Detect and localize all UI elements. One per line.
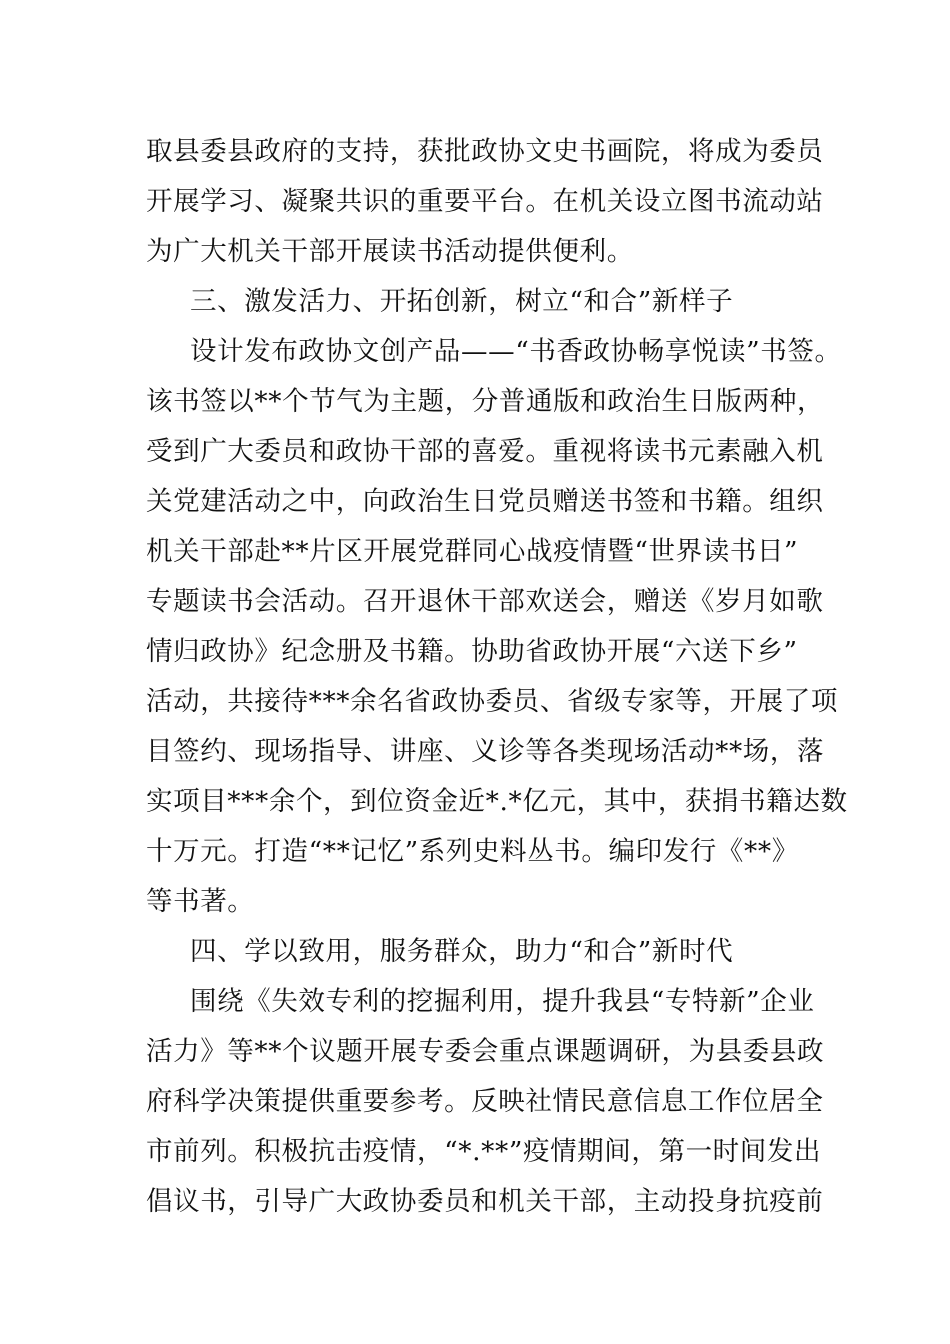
text-line: 该书签以**个节气为主题，分普通版和政治生日版两种， <box>146 386 825 417</box>
section-heading: 四、学以致用，服务群众，助力“和合”新时代 <box>190 936 734 967</box>
text-line: 活力》等**个议题开展专委会重点课题调研，为县委县政 <box>146 1036 825 1067</box>
text-line: 取县委县政府的支持，获批政协文史书画院，将成为委员 <box>146 136 824 167</box>
text-line: 为广大机关干部开展读书活动提供便利。 <box>146 236 634 267</box>
text-line: 围绕《失效专利的挖掘利用，提升我县“专特新”企业 <box>190 986 815 1017</box>
text-line: 情归政协》纪念册及书籍。协助省政协开展“六送下乡” <box>146 636 798 667</box>
text-line: 专题读书会活动。召开退休干部欢送会，赠送《岁月如歌 <box>146 586 824 617</box>
text-line: 开展学习、凝聚共识的重要平台。在机关设立图书流动站 <box>146 186 824 217</box>
text-line: 实项目***余个，到位资金近*.*亿元，其中，获捐书籍达数 <box>146 786 848 817</box>
text-line: 关党建活动之中，向政治生日党员赠送书签和书籍。组织 <box>146 486 824 517</box>
text-line: 府科学决策提供重要参考。反映社情民意信息工作位居全 <box>146 1086 824 1117</box>
text-line: 等书著。 <box>146 886 255 917</box>
text-line: 活动，共接待***余名省政协委员、省级专家等，开展了项 <box>146 686 838 717</box>
text-line: 机关干部赴**片区开展党群同心战疫情暨“世界读书日” <box>146 536 799 567</box>
text-line: 目签约、现场指导、讲座、义诊等各类现场活动**场，落 <box>146 736 825 767</box>
text-line: 受到广大委员和政协干部的喜爱。重视将读书元素融入机 <box>146 436 824 467</box>
text-line: 设计发布政协文创产品——“书香政协畅享悦读”书签。 <box>190 336 842 367</box>
text-line: 十万元。打造“**记忆”系列史料丛书。编印发行《**》 <box>146 836 799 867</box>
text-line: 市前列。积极抗击疫情，“*.**”疫情期间，第一时间发出 <box>146 1136 822 1167</box>
text-line: 倡议书，引导广大政协委员和机关干部，主动投身抗疫前 <box>146 1186 824 1217</box>
section-heading: 三、激发活力、开拓创新，树立“和合”新样子 <box>190 286 734 317</box>
